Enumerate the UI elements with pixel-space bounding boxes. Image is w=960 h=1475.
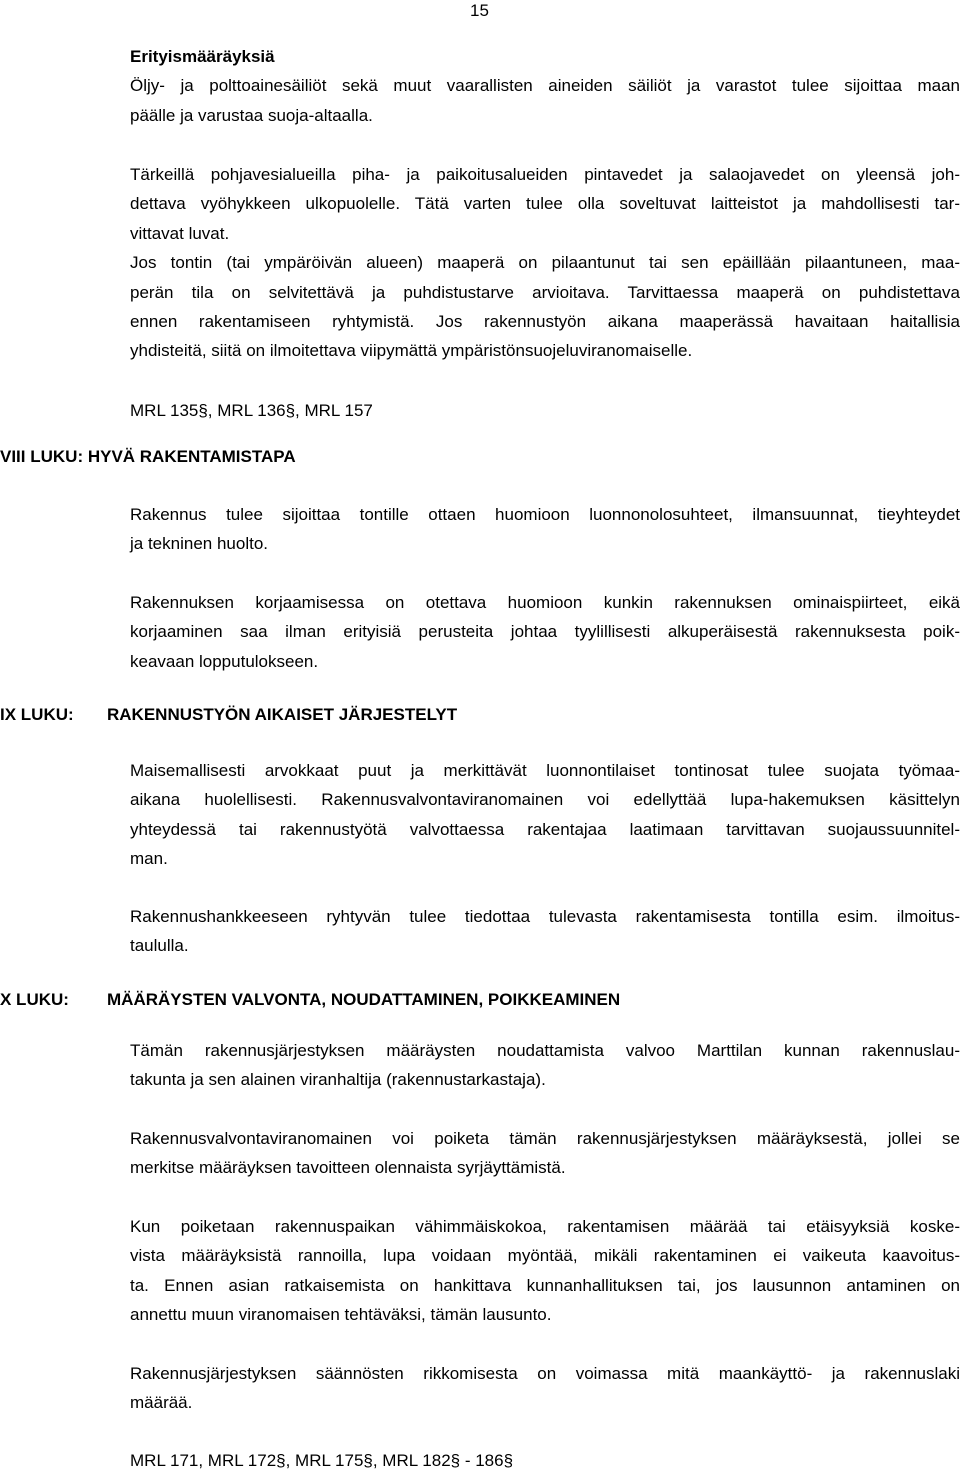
legal-reference: [130, 1446, 960, 1475]
text-line: Rakennus tulee sijoittaa tontille ottaen huomioon luonnonolosuhteet, ilmansuunnat, tieyhteydet: [130, 505, 960, 524]
paragraph-block: [130, 1124, 960, 1183]
text-line: merkitse määräyksen tavoitteen olennaista syrjäyttämistä.: [130, 1158, 566, 1178]
paragraph-block: [130, 756, 960, 874]
paragraph-block: [130, 1036, 960, 1095]
text-line: määrää.: [130, 1393, 193, 1413]
text-line: ja tekninen huolto.: [130, 534, 268, 554]
paragraph: [130, 1212, 960, 1330]
text-line: man.: [130, 849, 168, 869]
text-line: vista määräyksistä rannoilla, lupa voidaan myöntää, mikäli rakentaminen ei vaikeuta kaavoitus-: [130, 1246, 960, 1266]
paragraph-block: [130, 160, 960, 366]
chapter-heading-viii: VIII LUKU: HYVÄ RAKENTAMISTAPA: [0, 447, 296, 466]
text-line: Rakennuksen korjaamisessa on otettava huomioon kunkin rakennuksen ominaispiirteet, eikä: [130, 593, 960, 612]
paragraph: [130, 1036, 960, 1095]
section-title: Erityismääräyksiä: [130, 47, 275, 66]
text-line: Maisemallisesti arvokkaat puut ja merkittävät luonnontilaiset tontinosat tulee suojata työmaa-: [130, 761, 960, 780]
paragraph: [130, 71, 960, 130]
paragraph: [130, 756, 960, 874]
text-line: yhdisteitä, siitä on ilmoitettava viipymättä ympäristönsuojeluviranomaiselle.: [130, 341, 693, 361]
text-line: Tärkeillä pohjavesialueilla piha- ja paikoitusalueiden pintavedet ja salaojavedet on yleensä joh-: [130, 165, 960, 184]
text-line: ennen rakentamiseen ryhtymistä. Jos rakennustyön aikana maaperässä havaitaan haitallisia: [130, 312, 960, 332]
chapter-title: RAKENNUSTYÖN AIKAISET JÄRJESTELYT: [107, 705, 458, 724]
text-line: yhteydessä tai rakennustyötä valvottaessa rakentajaa laatimaan tarvittavan suojaussuunnitel-: [130, 819, 960, 839]
text-line: Öljy- ja polttoainesäiliöt sekä muut vaarallisten aineiden säiliöt ja varastot tulee sijoittaa maan: [130, 76, 960, 96]
reference-text: MRL 171, MRL 172§, MRL 175§, MRL 182§ - 186§: [130, 1451, 514, 1470]
text-line: annettu muun viranomaisen tehtäväksi, tämän lausunto.: [130, 1305, 552, 1325]
text-line: Rakennusjärjestyksen säännösten rikkomisesta on voimassa mitä maankäyttö- ja rakennuslaki: [130, 1364, 960, 1383]
paragraph: [130, 1124, 960, 1183]
text-line: korjaaminen saa ilman erityisiä perusteita johtaa tyylillisesti alkuperäisestä rakennuksesta poik-: [130, 622, 960, 642]
text-line: aikana huolellisesti. Rakennusvalvontaviranomainen voi edellyttää lupa-hakemuksen käsittelyn: [130, 790, 960, 810]
text-line: ta. Ennen asian ratkaisemista on hankittava kunnanhallituksen tai, jos lausunnon antaminen on: [130, 1275, 960, 1295]
text-line: takunta ja sen alainen viranhaltija (rakennustarkastaja).: [130, 1070, 546, 1090]
special-provisions-section: [130, 42, 960, 130]
text-line: Tämän rakennusjärjestyksen määräysten noudattamista valvoo Marttilan kunnan rakennuslau-: [130, 1041, 960, 1060]
reference-text: MRL 135§, MRL 136§, MRL 157: [130, 401, 373, 420]
chapter-number: X LUKU:: [0, 990, 69, 1009]
chapter-title: MÄÄRÄYSTEN VALVONTA, NOUDATTAMINEN, POIKKEAMINEN: [107, 990, 621, 1009]
text-line: keavaan lopputulokseen.: [130, 651, 319, 671]
text-line: Kun poiketaan rakennuspaikan vähimmäiskokoa, rakentamisen määrää tai etäisyyksiä koske-: [130, 1217, 960, 1236]
text-line: päälle ja varustaa suoja-altaalla.: [130, 105, 373, 125]
text-line: Rakennusvalvontaviranomainen voi poiketa tämän rakennusjärjestyksen määräyksestä, jollei se: [130, 1129, 960, 1148]
page-number: 15: [470, 1, 489, 20]
legal-reference: [130, 396, 960, 425]
paragraph: [130, 902, 960, 961]
paragraph-block: [130, 1359, 960, 1418]
text-line: dettava vyöhykkeen ulkopuolelle. Tätä varten tulee olla soveltuvat laitteistot ja mahdollisesti tar-: [130, 194, 960, 214]
paragraph: [130, 588, 960, 676]
paragraph-block: [130, 588, 960, 676]
chapter-number: IX LUKU:: [0, 705, 74, 724]
paragraph-block: [130, 902, 960, 961]
paragraph-block: [130, 500, 960, 559]
paragraph: [130, 1359, 960, 1418]
text-line: perän tila on selvitettävä ja puhdistustarve arvioitava. Tarvittaessa maaperä on puhdistettava: [130, 282, 960, 302]
text-line: vittavat luvat.: [130, 223, 230, 243]
text-line: Rakennushankkeeseen ryhtyvän tulee tiedottaa tulevasta rakentamisesta tontilla esim. ilmoitus-: [130, 907, 960, 926]
paragraph-block: [130, 1212, 960, 1330]
text-line: Jos tontin (tai ympäröivän alueen) maaperä on pilaantunut tai sen epäillään pilaantuneen, maa-: [130, 253, 960, 273]
paragraph: [130, 160, 960, 366]
text-line: taululla.: [130, 936, 189, 956]
paragraph: [130, 500, 960, 559]
